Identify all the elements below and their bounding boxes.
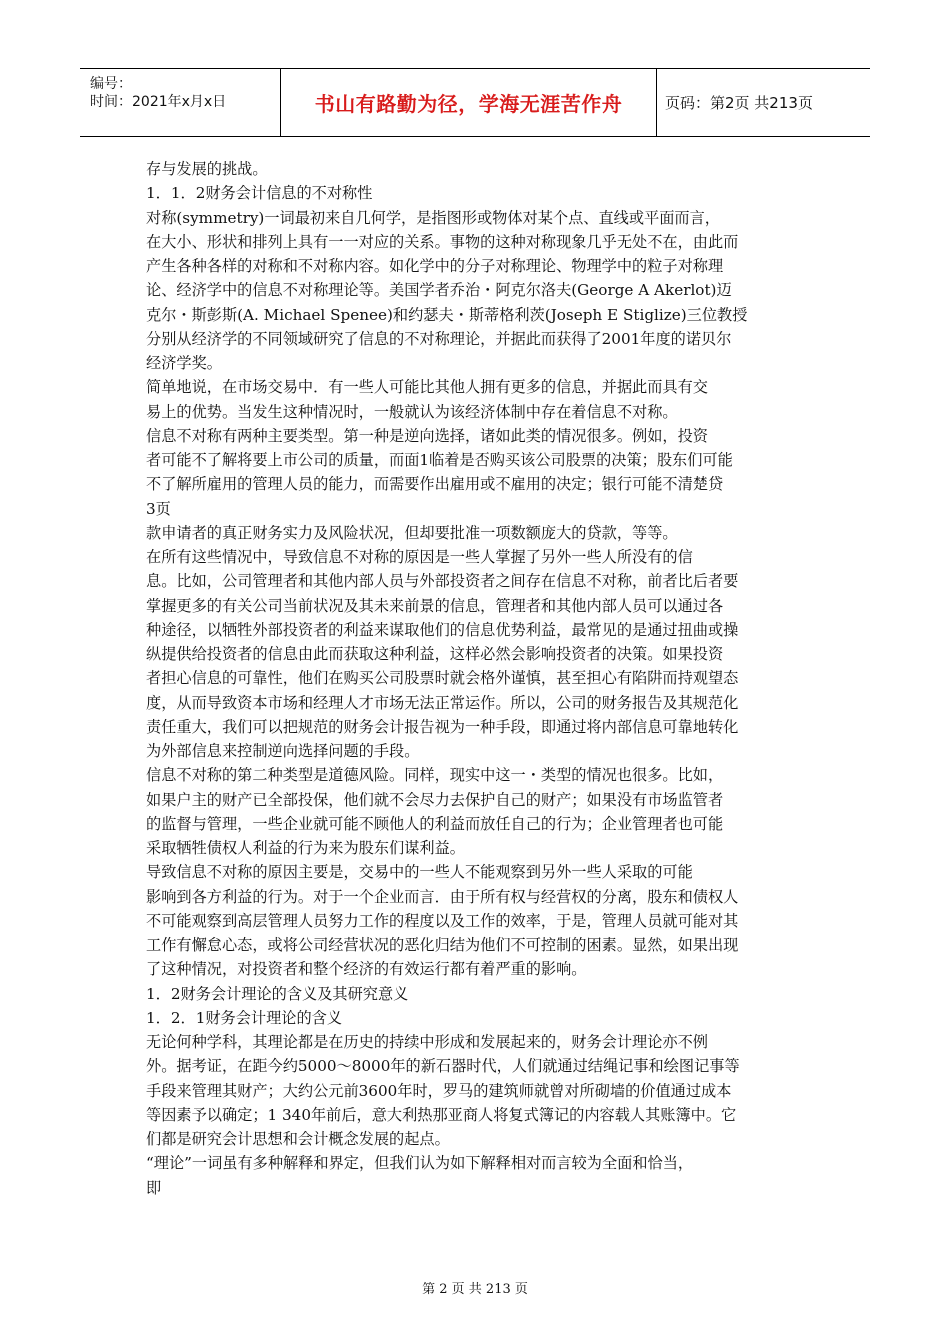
text-line: 信息不对称的第二种类型是道德风险。同样，现实中这一・类型的情况也很多。比如， — [146, 766, 724, 785]
text-line: 息。比如，公司管理者和其他内部人员与外部投资者之间存在信息不对称，前者比后者要 — [146, 572, 739, 591]
header-page-info-cell — [657, 69, 870, 136]
text-line: 1．2．1财务会计理论的含义 — [146, 1008, 343, 1027]
header-meta-cell — [80, 69, 281, 136]
text-line: 易上的优势。当发生这种情况时，一般就认为该经济体制中存在着信息不对称。 — [146, 402, 678, 421]
time-label: 时间：2021年x月x日 — [90, 94, 227, 110]
text-line: 信息不对称有两种主要类型。第一种是逆向选择，诸如此类的情况很多。例如，投资 — [146, 426, 708, 445]
text-line: 如果户主的财产已全部投保，他们就不会尽力去保护自己的财产；如果没有市场监管者 — [146, 790, 724, 809]
text-line: 论、经济学中的信息不对称理论等。美国学者乔治・阿克尔洛夫(George A Akerlot)迈 — [146, 281, 732, 300]
text-line: 无论何种学科，其理论都是在历史的持续中形成和发展起来的，财务会计理论亦不例 — [146, 1033, 708, 1051]
footer-page-number: 第 2 页 共 213 页 — [422, 1282, 528, 1297]
text-line: 3页 — [146, 499, 171, 518]
text-line: 手段来管理其财产；大约公元前3600年时，罗马的建筑师就曾对所砌墙的价值通过成本 — [146, 1081, 732, 1100]
text-line: 责任重大，我们可以把规范的财务会计报告视为一种手段，即通过将内部信息可靠地转化 — [146, 717, 739, 736]
header-motto: 书山有路勤为径，学海无涯苦作舟 — [281, 69, 657, 136]
text-line: 产生各种各样的对称和不对称内容。如化学中的分子对称理论、物理学中的粒子对称理 — [146, 257, 724, 275]
text-line: 了这种情况，对投资者和整个经济的有效运行都有着严重的影响。 — [146, 960, 587, 979]
text-line: 经济学奖。 — [146, 354, 222, 372]
text-line: 不了解所雇用的管理人员的能力，而需要作出雇用或不雇用的决定；银行可能不清楚贷 — [146, 475, 724, 494]
text-line: 采取牺牲债权人利益的行为来为股东们谋利益。 — [146, 839, 465, 857]
header-page-info: 页码：第2页 共213页 — [665, 94, 813, 112]
text-line: 等因素予以确定；1 340年前后，意大利热那亚商人将复式簿记的内容载人其账簿中。它 — [146, 1105, 737, 1124]
text-line: 影响到各方利益的行为。对于一个企业而言．由于所有权与经营权的分离，股东和债权人 — [146, 887, 739, 906]
text-line: 对称(symmetry)一词最初来自几何学，是指图形或物体对某个点、直线或平面而言， — [146, 208, 720, 227]
text-line: 度，从而导致资本市场和经理人才市场无法正常运作。所以，公司的财务报告及其规范化 — [146, 693, 739, 712]
text-line: 们都是研究会计思想和会计概念发展的起点。 — [146, 1130, 450, 1148]
text-line: 者可能不了解将要上市公司的质量，而面1临着是否购买该公司股票的决策；股东们可能 — [146, 451, 733, 469]
text-line: 纵提供给投资者的信息由此而获取这种利益，这样必然会影响投资者的决策。如果投资 — [146, 645, 724, 663]
text-line: 在大小、形状和排列上具有一一对应的关系。事物的这种对称现象几乎无处不在，由此而 — [146, 232, 739, 251]
text-line: 克尔・斯彭斯(A. Michael Spenee)和约瑟夫・斯蒂格利茨(Joseph E Stiglize)三位教授 — [146, 305, 748, 324]
text-line: 存与发展的挑战。 — [146, 160, 268, 178]
text-line: 即 — [146, 1178, 162, 1197]
document-body — [146, 157, 814, 1200]
text-line: 的监督与管理，一些企业就可能不顾他人的利益而放任自己的行为；企业管理者也可能 — [146, 814, 724, 833]
page-header — [80, 68, 870, 137]
text-line: 为外部信息来控制逆向选择问题的手段。 — [146, 742, 420, 760]
text-line: 在所有这些情况中，导致信息不对称的原因是一些人掌握了另外一些人所没有的信 — [146, 548, 693, 566]
text-line: 1．1．2财务会计信息的不对称性 — [146, 184, 373, 203]
text-line: “理论”一词虽有多种解释和界定，但我们认为如下解释相对而言较为全面和恰当， — [146, 1154, 694, 1173]
text-line: 掌握更多的有关公司当前状况及其未来前景的信息，管理者和其他内部人员可以通过各 — [146, 596, 724, 615]
text-line: 导致信息不对称的原因主要是，交易中的一些人不能观察到另外一些人采取的可能 — [146, 863, 693, 882]
text-line: 简单地说，在市场交易中．有一些人可能比其他人拥有更多的信息，并据此而具有交 — [146, 378, 708, 397]
text-line: 者担心信息的可靠性，他们在购买公司股票时就会格外谨慎，甚至担心有陷阱而持观望态 — [146, 669, 739, 688]
page-footer — [0, 1278, 950, 1297]
text-line: 外。据考证，在距今约5000～8000年的新石器时代，人们就通过结绳记事和绘图记事等 — [146, 1057, 740, 1076]
text-line: 分别从经济学的不同领域研究了信息的不对称理论，并据此而获得了2001年度的诺贝尔 — [146, 329, 732, 348]
text-line: 款申请者的真正财务实力及风险状况，但却要批准一项数额庞大的贷款，等等。 — [146, 523, 678, 542]
serial-label: 编号： — [90, 76, 132, 92]
text-line: 种途径，以牺牲外部投资者的利益来谋取他们的信息优势利益，最常见的是通过扭曲或操 — [146, 620, 739, 639]
text-line: 不可能观察到高层管理人员努力工作的程度以及工作的效率，于是，管理人员就可能对其 — [146, 911, 739, 930]
text-line: 工作有懈怠心态，或将公司经营状况的恶化归结为他们不可控制的困素。显然，如果出现 — [146, 936, 739, 954]
text-line: 1．2财务会计理论的含义及其研究意义 — [146, 984, 409, 1003]
